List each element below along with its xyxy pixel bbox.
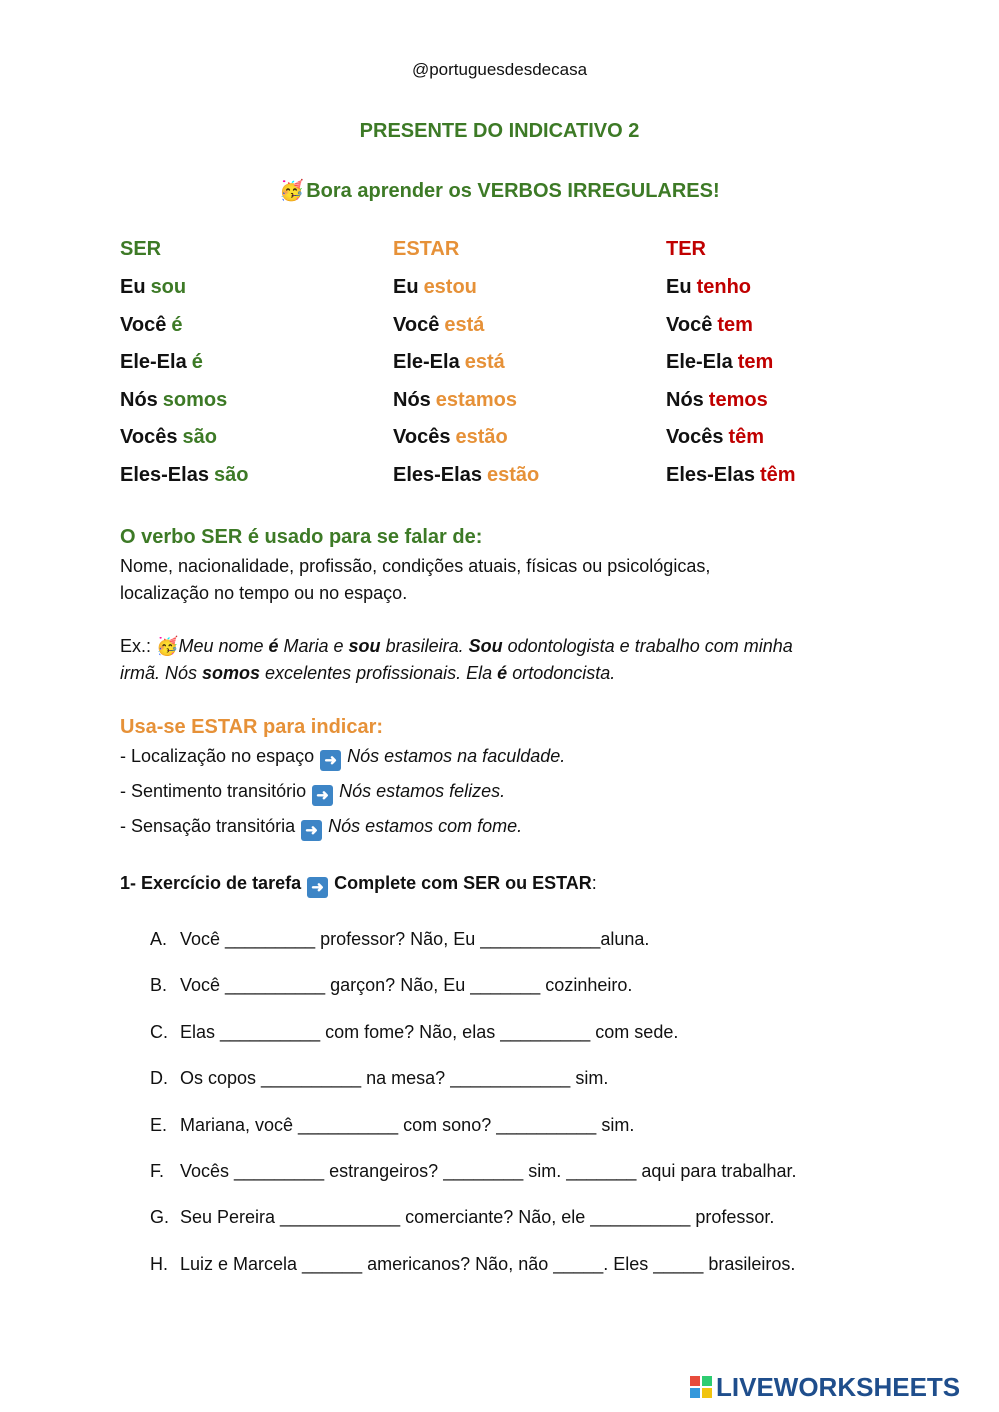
example-verb: Sou — [468, 636, 503, 656]
subtitle-text: Bora aprender os VERBOS IRREGULARES! — [306, 180, 720, 202]
conjugation-row: Eu estou — [393, 276, 477, 298]
conjugation-row: Nós somos — [120, 388, 228, 411]
author-handle: @portuguesdesdecasa — [411, 60, 588, 79]
example-verb: é — [268, 636, 279, 656]
example-text: ortodoncista. — [507, 663, 616, 683]
example-verb: somos — [202, 663, 261, 683]
conjugation-row: Nós temos — [666, 388, 768, 411]
conjugation-row: Vocês têm — [666, 426, 765, 449]
exercise-item[interactable]: A. Você _________ professor? Não, Eu ____________aluna. — [150, 929, 650, 949]
conjugation-row: Eles-Elas estão — [393, 463, 540, 486]
example-text: Maria e — [278, 636, 349, 656]
conjugation-row: Eu tenho — [666, 276, 751, 298]
conjugation-row: Você tem — [666, 313, 753, 336]
exercise-item[interactable]: H. Luiz e Marcela ______ americanos? Não, não _____. Eles _____ brasileiros. — [150, 1253, 796, 1274]
exercise-item[interactable]: D. Os copos __________ na mesa? ____________ sim. — [150, 1068, 609, 1089]
example-text: odontologista e trabalho com minha irmã. Nós — [120, 636, 793, 683]
estar-list — [120, 744, 820, 849]
conjugation-row: Nós estamos — [393, 388, 517, 411]
ser-section-body: Nome, nacionalidade, profissão, condições atuais, físicas ou psicológicas, localização no tempo ou no espaço. — [120, 556, 711, 603]
verb-heading: SER — [120, 238, 162, 260]
logo-mark-icon — [690, 1376, 712, 1398]
party-emoji-icon: 🥳 — [156, 636, 179, 656]
example-text: excelentes profissionais. Ela — [260, 663, 498, 683]
example-text: Meu nome — [178, 636, 269, 656]
page-subtitle — [0, 178, 999, 203]
example-text: brasileira. — [380, 636, 469, 656]
conjugation-row: Vocês estão — [393, 426, 508, 449]
exercise-item[interactable]: C. Elas __________ com fome? Não, elas _________ com sede. — [150, 1021, 679, 1042]
verb-heading: TER — [666, 238, 706, 260]
conjugation-row: Vocês são — [120, 426, 217, 449]
exercise-item[interactable]: B. Você __________ garçon? Não, Eu _______ cozinheiro. — [150, 975, 633, 996]
list-item: - Localização no espaço ➜ Nós estamos na faculdade. — [120, 746, 566, 769]
conjugation-row: Ele-Ela tem — [666, 351, 774, 374]
example-sentence — [120, 636, 793, 683]
arrow-right-icon: ➜ — [301, 820, 322, 841]
party-emoji-icon: 🥳 — [279, 180, 305, 202]
exercise-title: 1- Exercício de tarefa ➜ Complete com SER ou ESTAR: — [120, 873, 597, 896]
ser-example — [120, 633, 830, 687]
ser-section-title: O verbo SER é usado para se falar de: — [120, 526, 483, 548]
exercise-list — [150, 926, 910, 1297]
verb-column-estar — [393, 236, 653, 500]
list-item: - Sentimento transitório ➜ Nós estamos felizes. — [120, 781, 506, 804]
example-verb: é — [497, 663, 508, 683]
page-title: PRESENTE DO INDICATIVO 2 — [359, 120, 640, 142]
verb-column-ser — [120, 236, 380, 500]
estar-section-title: Usa-se ESTAR para indicar: — [120, 716, 384, 738]
conjugation-row: Eu sou — [120, 276, 187, 298]
conjugation-row: Ele-Ela está — [393, 351, 505, 374]
example-label: Ex.: — [120, 636, 152, 656]
arrow-right-icon: ➜ — [312, 785, 333, 806]
example-verb: sou — [348, 636, 381, 656]
exercise-item[interactable]: F. Vocês _________ estrangeiros? ________ sim. _______ aqui para trabalhar. — [150, 1160, 797, 1181]
conjugation-row: Eles-Elas são — [120, 463, 249, 486]
exercise-item[interactable]: E. Mariana, você __________ com sono? __________ sim. — [150, 1114, 635, 1135]
conjugation-row: Você está — [393, 313, 485, 336]
conjugation-row: Eles-Elas têm — [666, 463, 796, 486]
conjugation-row: Ele-Ela é — [120, 351, 203, 374]
arrow-right-icon: ➜ — [307, 877, 328, 898]
arrow-right-icon: ➜ — [320, 750, 341, 771]
conjugation-row: Você é — [120, 313, 183, 336]
verb-heading: ESTAR — [393, 238, 460, 260]
list-item: - Sensação transitória ➜ Nós estamos com fome. — [120, 816, 523, 839]
exercise-item[interactable]: G. Seu Pereira ____________ comerciante? Não, ele __________ professor. — [150, 1207, 775, 1228]
verb-column-ter — [666, 236, 926, 500]
logo-text: LIVEWORKSHEETS — [716, 1371, 961, 1402]
liveworksheets-logo — [690, 1372, 960, 1402]
